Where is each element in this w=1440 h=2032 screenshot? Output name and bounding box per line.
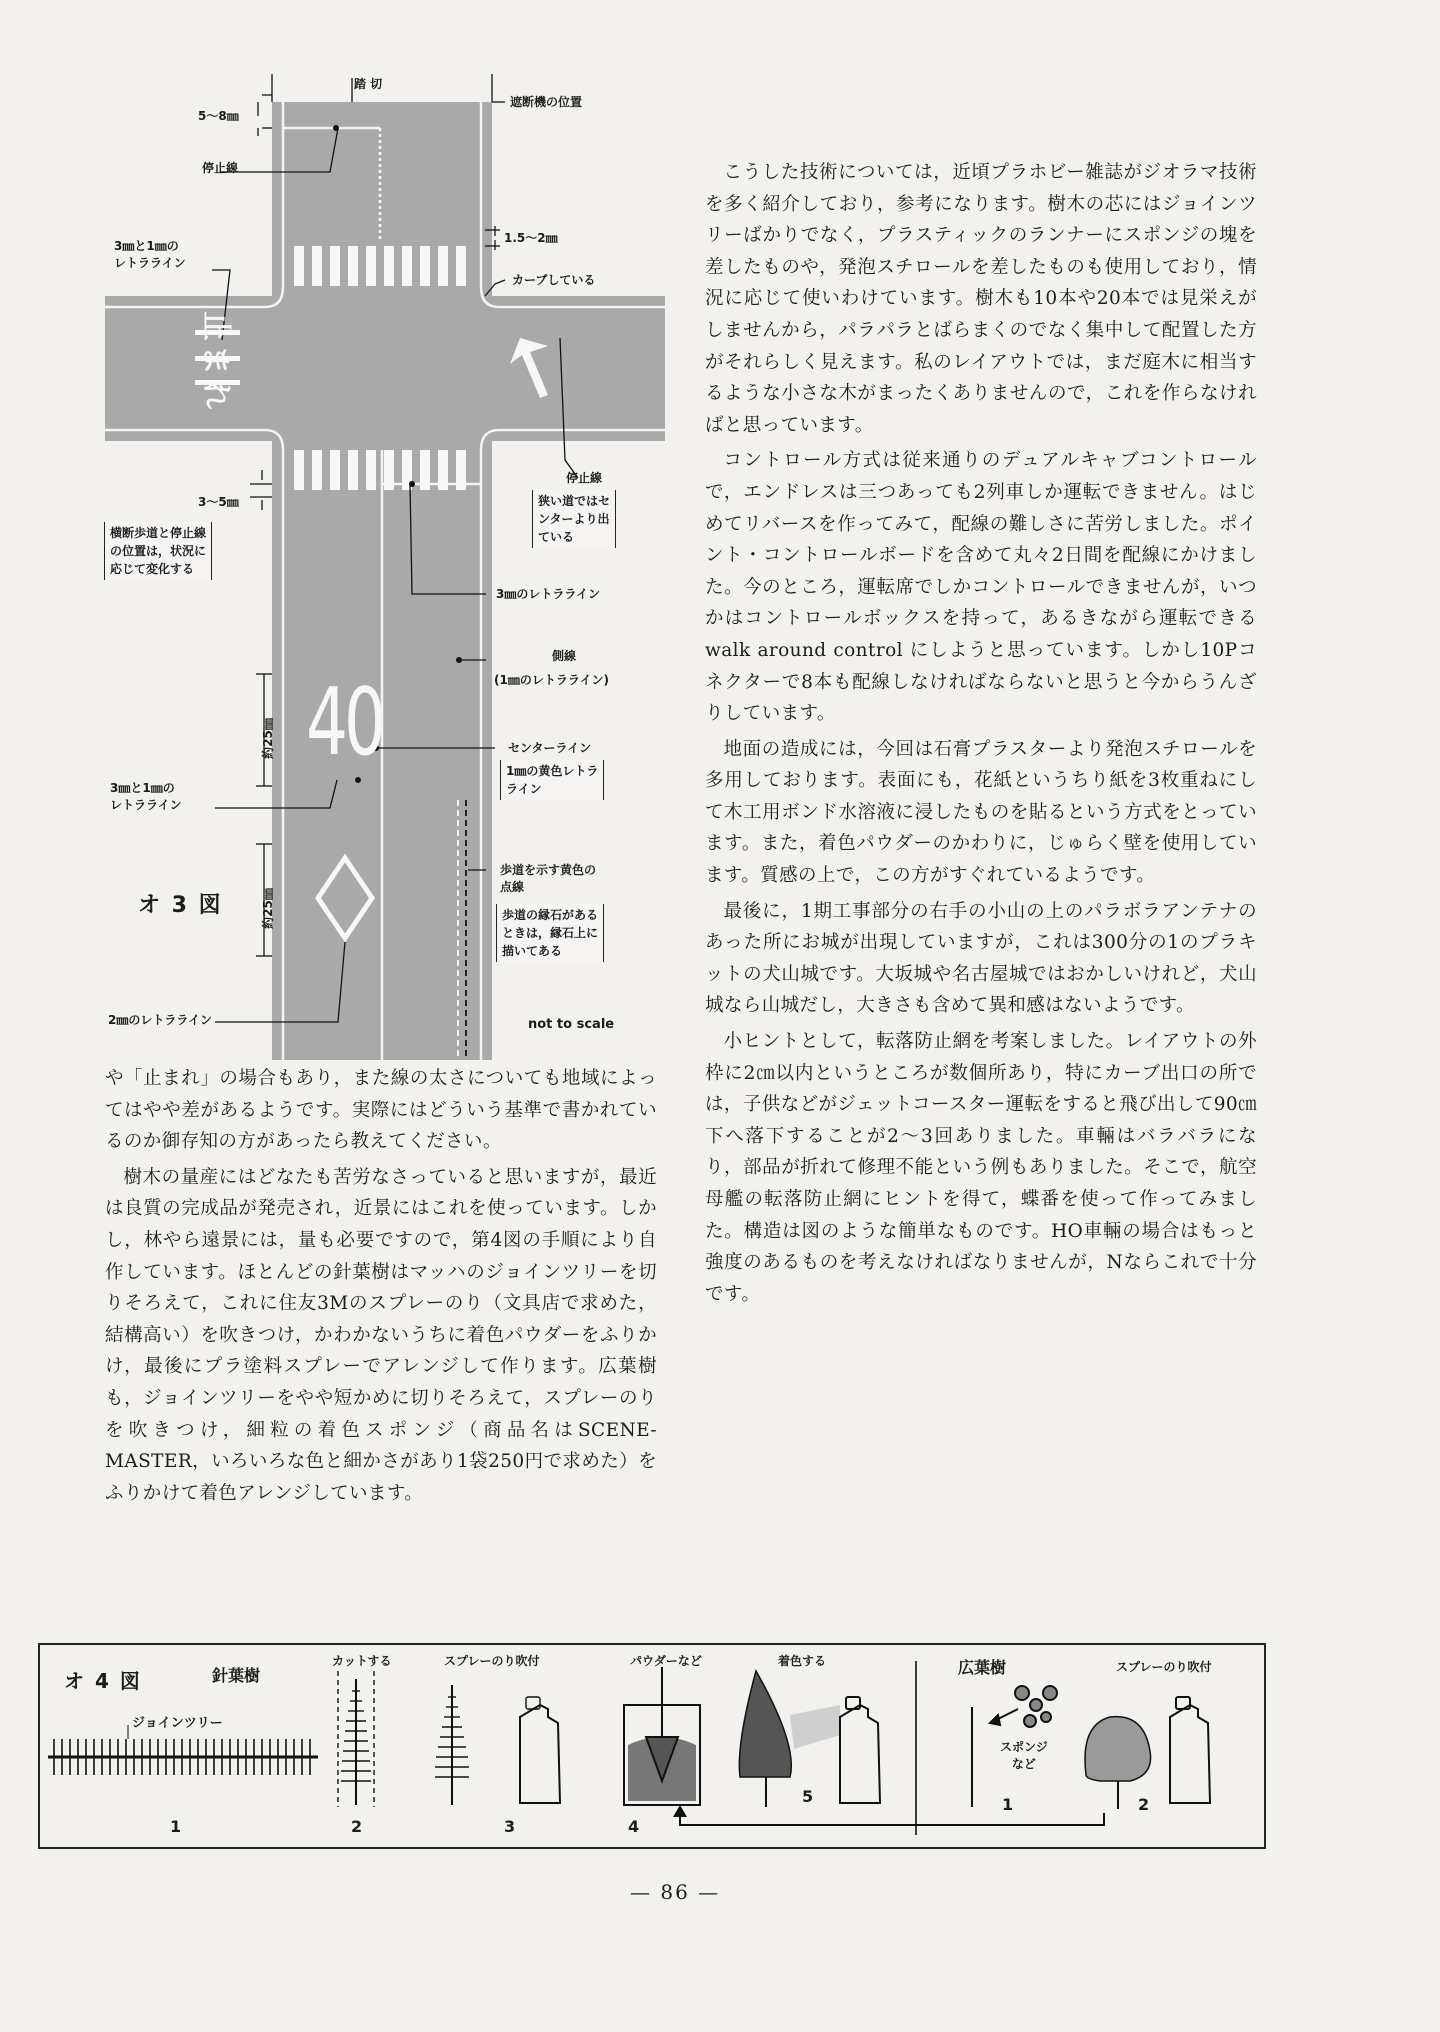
label-center-line: センターライン bbox=[508, 741, 592, 755]
left-column bbox=[105, 1063, 657, 1509]
label-powder: パウダーなど bbox=[630, 1654, 702, 1668]
paragraph: や「止まれ」の場合もあり，また線の太さについても地域によってはやや差があるようです。実際にはどういう基準で書かれているのか御存知の方があったら教えてください。 bbox=[105, 1068, 657, 1153]
label-gap-15-2: 1.5〜2㎜ bbox=[504, 231, 558, 245]
label-conifer: 針葉樹 bbox=[212, 1666, 261, 1685]
page-number: — 86 — bbox=[630, 1880, 721, 1904]
figure-3 bbox=[0, 0, 700, 1060]
label-dim-25a: 約25㎜ bbox=[260, 718, 275, 759]
label-sponge: スポンジ など bbox=[1000, 1740, 1048, 1771]
label-join-tree: ジョインツリー bbox=[132, 1716, 223, 1731]
note-center-line: 1㎜の黄色レトラ ライン bbox=[500, 760, 604, 800]
label-barrier-position: 遮断機の位置 bbox=[510, 95, 583, 109]
label-crossing: 踏 切 bbox=[354, 77, 383, 91]
label-retro-3: 3㎜のレトラライン bbox=[496, 587, 600, 601]
road-text-tomare: 止まれ bbox=[198, 311, 233, 413]
step-number: 5 bbox=[802, 1787, 814, 1806]
label-color: 着色する bbox=[778, 1654, 827, 1668]
note-curb: 歩道の縁石がある ときは，縁石上に 描いてある bbox=[496, 904, 604, 962]
paragraph: こうした技術については，近頃プラホビー雑誌がジオラマ技術を多く紹介しており，参考になります。樹木の芯にはジョインツリーばかりでなく，プラスティックのランナーにスポンジの塊を差したものや，発泡スチロールを差したものも使用しており，情況に応じて使いわけています。樹木も10本や20本では見栄えがしませんから，パラパラとばらまくのでなく集中して配置した方がそれらしく見えます。私のレイアウトでは，まだ庭木に相当するような小さな木がまったくありませんので，これを作らなければと思っています。 bbox=[705, 162, 1257, 436]
label-retro-3-1: 3㎜と1㎜の レトラライン bbox=[114, 239, 186, 270]
label-gap-3-5: 3〜5㎜ bbox=[198, 495, 239, 509]
label-cut: カットする bbox=[332, 1654, 392, 1668]
paragraph: 樹木の量産にはどなたも苦労なさっていると思いますが，最近は良質の完成品が発売され，近景にはこれを使っています。しかし，林やら遠景には，量も必要ですので，第4図の手順により自作しています。ほとんどの針葉樹はマッハのジョインツリーを切りそろえて，これに住友3Mのスプレーのり（文具店で求めた，結構高い）を吹きつけ，かわかないうちに着色パウダーをふりかけ，最後にプラ塗料スプレーでアレンジして作ります。広葉樹も，ジョインツリーをやや短かめに切りそろえて，スプレーのりを吹きつけ，細粒の着色スポンジ（商品名はSCENE-MASTER，いろいろな色と細かさがあり1袋250円で求めた）をふりかけて着色アレンジしています。 bbox=[105, 1166, 657, 1504]
step-number: 1 bbox=[170, 1817, 182, 1836]
label-side-line-sub: (1㎜のレトラライン) bbox=[494, 673, 609, 687]
paragraph: 小ヒントとして，転落防止網を考案しました。レイアウトの外枠に2㎝以内というところが数個所あり，特にカーブ出口の所では，子供などがジェットコースター運転をすると飛び出して90㎝下へ落下することが2〜3回ありました。車輛はバラバラになり，部品が折れて修理不能という例もありました。そこで，航空母艦の転落防止網にヒントを得て，蝶番を使って作ってみました。構造は図のような簡単なものです。HO車輛の場合はもっと強度のあるものを考えなければなりませんが，Nならこれで十分です。 bbox=[705, 1031, 1257, 1305]
right-column bbox=[705, 157, 1257, 1310]
label-side-line: 側線 bbox=[552, 649, 577, 663]
label-retro-2: 2㎜のレトラライン bbox=[108, 1013, 212, 1027]
step-number: 1 bbox=[1002, 1795, 1014, 1814]
label-spray-glue-2: スプレーのり吹付 bbox=[1116, 1660, 1212, 1674]
paragraph: コントロール方式は従来通りのデュアルキャブコントロールで，エンドレスは三つあっても2列車しか運転できません。はじめてリバースを作ってみて，配線の難しさに苦労しました。ポイント・コントロールボードを含めて丸々2日間を配線にかけました。今のところ，運転席でしかコントロールできませんが，いつかはコントロールボックスを持って，あるきながら運転できる walk around control にしようと思っています。しかし10Pコネクターで8本も配線しなければならないと思うと今からうんざりしています。 bbox=[705, 450, 1257, 725]
note-stop-line: 狭い道ではセ ンターより出 ている bbox=[532, 490, 616, 548]
figure-4 bbox=[38, 1643, 1266, 1849]
figure-4-caption: オ 4 図 bbox=[64, 1669, 142, 1693]
step-number: 3 bbox=[504, 1817, 516, 1836]
label-stop-line: 停止線 bbox=[202, 161, 239, 175]
figure-3-caption: オ 3 図 bbox=[138, 893, 223, 918]
label-curve: カーブしている bbox=[512, 273, 596, 287]
step-number: 2 bbox=[1138, 1795, 1150, 1814]
label-gap-5-8: 5〜8㎜ bbox=[198, 109, 239, 123]
label-dim-25b: 約25㎜ bbox=[260, 888, 275, 929]
step-number: 4 bbox=[628, 1817, 640, 1836]
label-spray-glue: スプレーのり吹付 bbox=[444, 1654, 540, 1668]
label-retro-3-1-b: 3㎜と1㎜の レトラライン bbox=[110, 781, 182, 812]
paragraph: 地面の造成には，今回は石膏プラスターより発泡スチロールを多用しております。表面にも，花紙というちり紙を3枚重ねにして木工用ボンド水溶液に浸したものを貼るという方式をとっています。また，着色パウダーのかわりに，じゅらく壁を使用しています。質感の上で，この方がすぐれているようです。 bbox=[705, 738, 1257, 887]
label-broadleaf: 広葉樹 bbox=[958, 1658, 1007, 1677]
cross-road bbox=[105, 296, 665, 441]
label-not-to-scale: not to scale bbox=[528, 1017, 615, 1032]
paragraph: 最後に，1期工事部分の右手の小山の上のパラボラアンテナのあった所にお城が出現していますが，これは300分の1のプラキットの犬山城です。大坂城や名古屋城ではおかしいけれど，犬山城なら山城だし，大きさも含めて異和感はないようです。 bbox=[705, 900, 1257, 1017]
label-stop-line-2: 停止線 bbox=[566, 471, 603, 485]
label-sidewalk-dots: 歩道を示す黄色の 点線 bbox=[500, 863, 597, 894]
note-crosswalk-position: 横断歩道と停止線 の位置は，状況に 応じて変化する bbox=[104, 522, 212, 580]
step-number: 2 bbox=[351, 1817, 363, 1836]
speed-marking: 40 bbox=[306, 668, 382, 777]
